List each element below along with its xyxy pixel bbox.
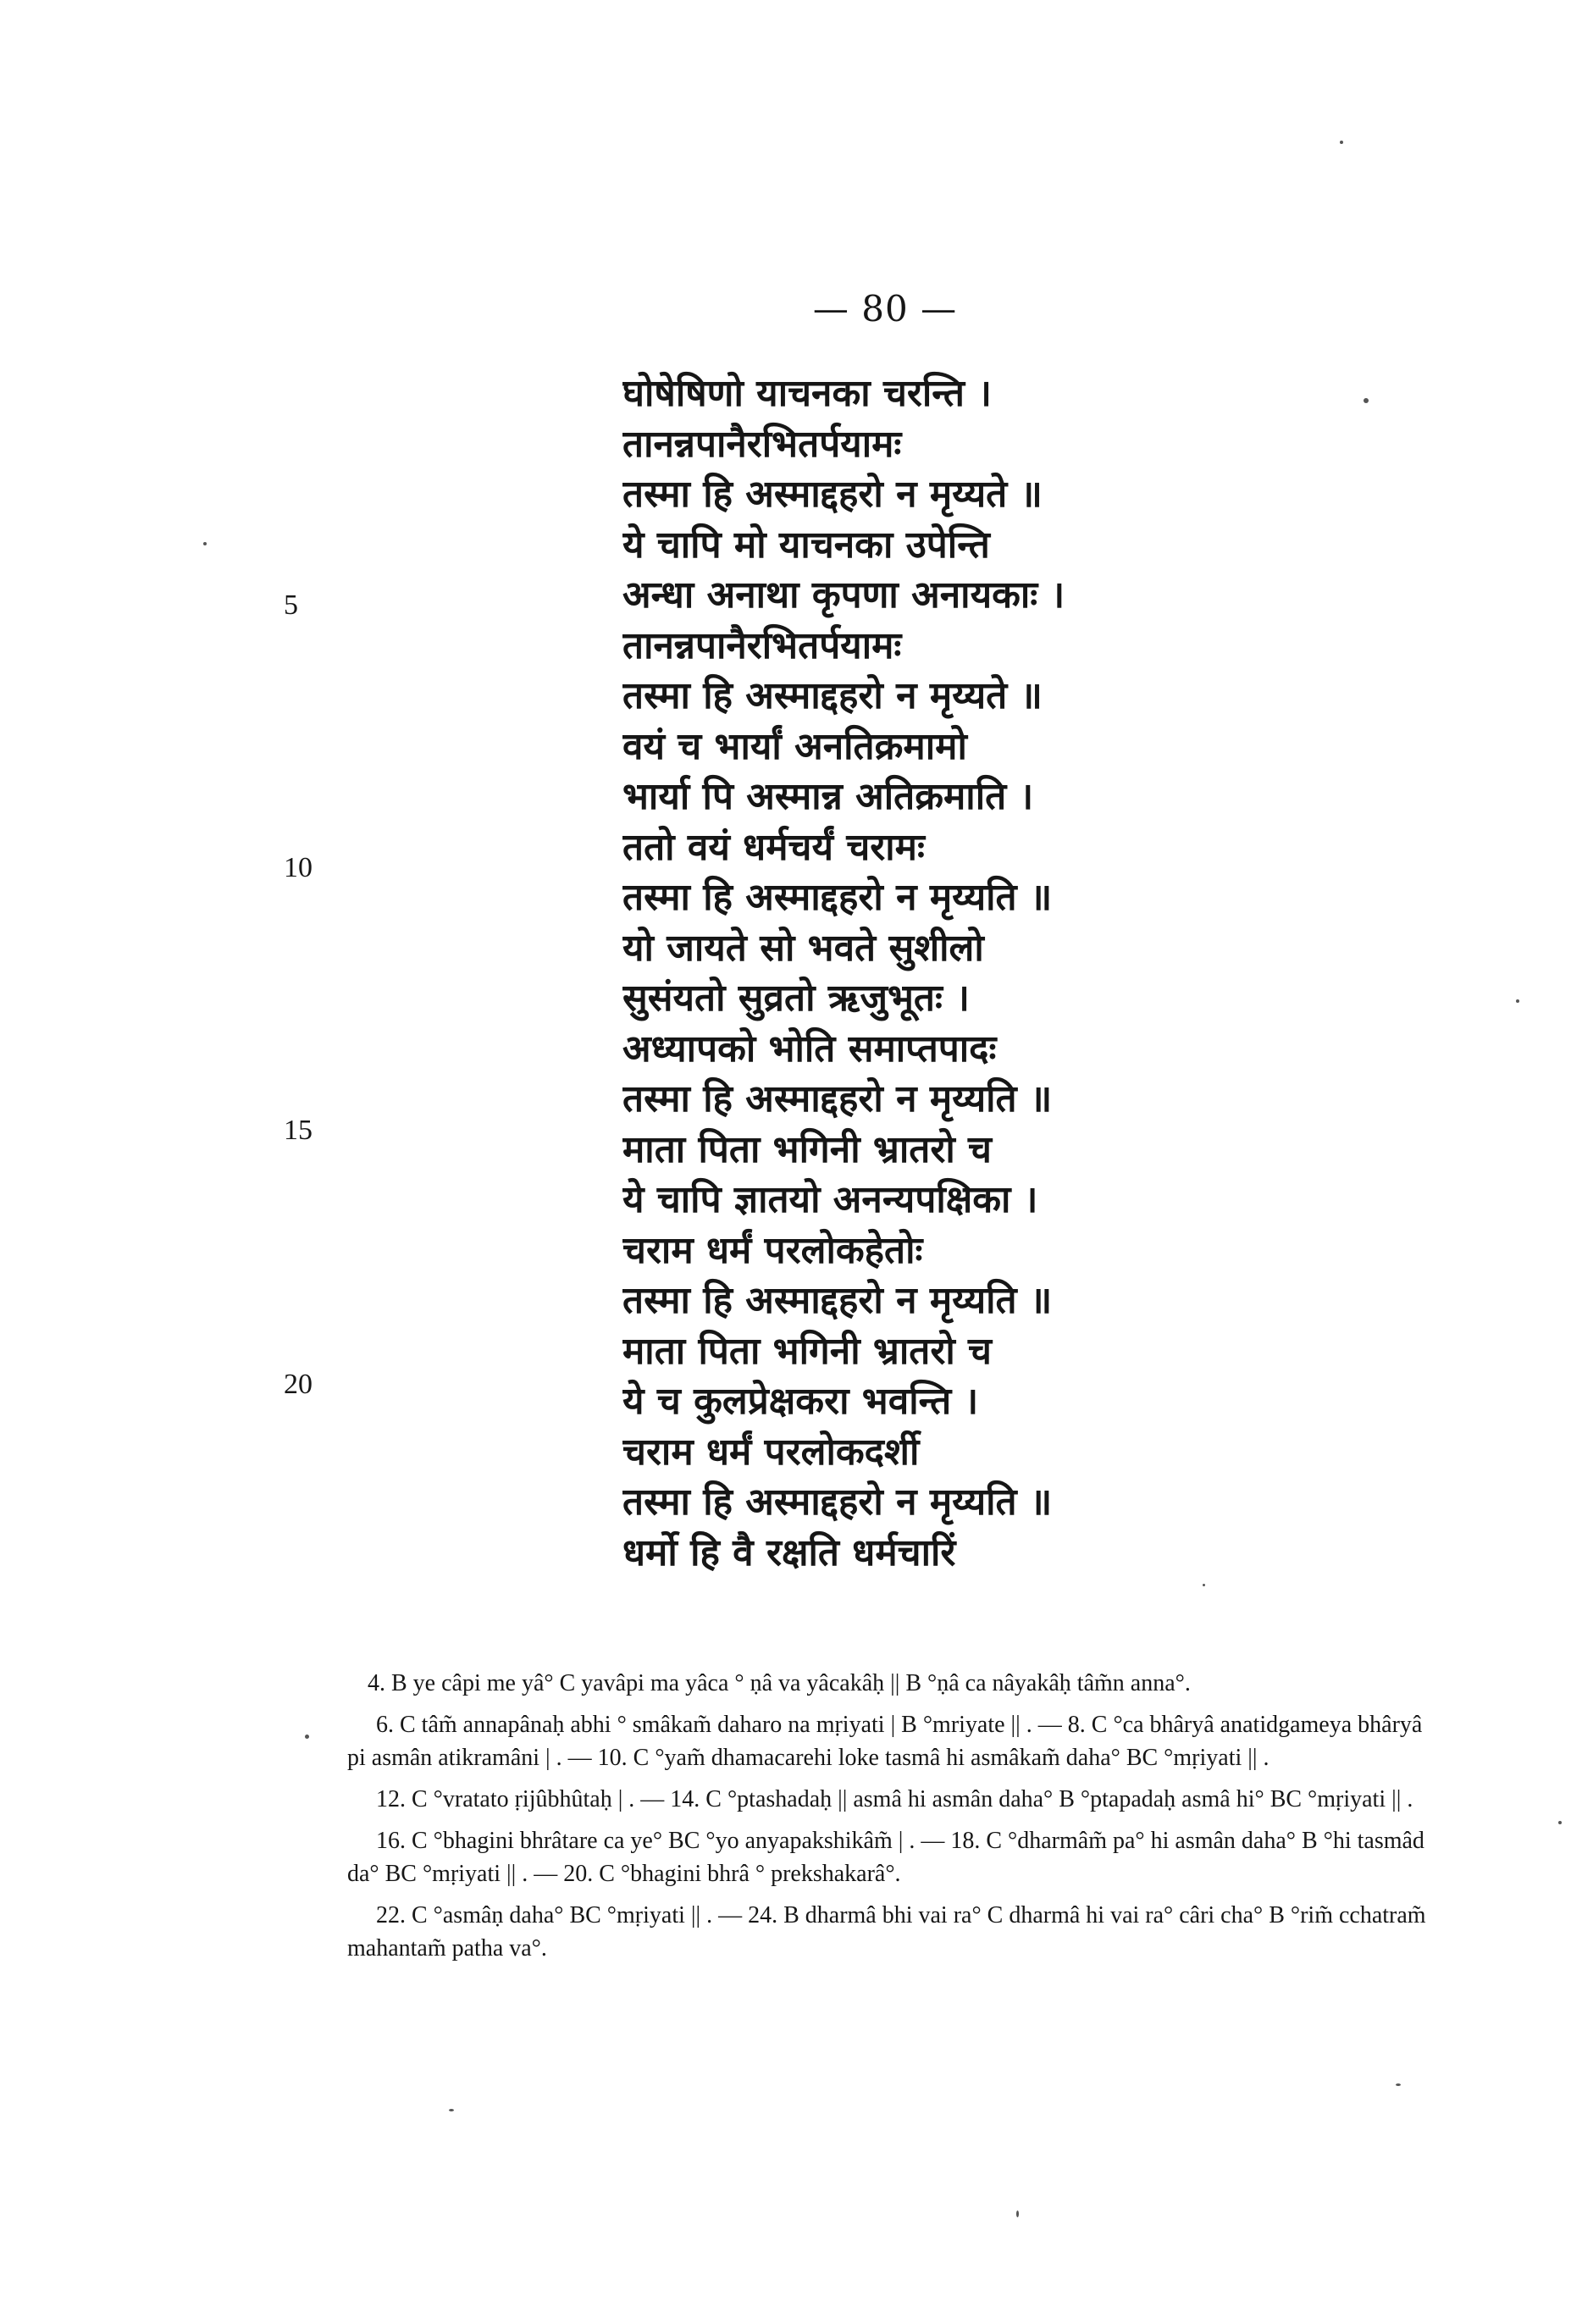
verse-line-6: तानन्नपानैरभितर्पयामः <box>622 623 902 667</box>
verse-line-17: ये चापि ज्ञातयो अनन्यपक्षिका । <box>622 1178 1038 1221</box>
paper-speck <box>305 1735 309 1739</box>
verse-line-12: यो जायते सो भवते सुशीलो <box>622 926 984 970</box>
verse-line-23: तस्मा हि अस्माद्दहरो न मृय्यति ॥ <box>622 1480 1053 1524</box>
verse-line-24: धर्मो हि वै रक्षति धर्मचारिं <box>622 1530 956 1574</box>
verse-line-9: भार्या पि अस्मान्न अतिक्रमाति । <box>622 775 1034 818</box>
footnote-paragraph: 4. B ye câpi me yâ° C yavâpi ma yâca ° ṇâ va yâcakâḥ || B °ṇâ ca nâyakâḥ tâm̃n anna°. <box>368 1670 1191 1696</box>
paper-speck <box>1516 999 1519 1003</box>
verse-line-10: ततो वयं धर्मचर्यं चरामः <box>622 825 925 869</box>
paper-speck <box>1203 1584 1205 1586</box>
verse-line-14: अध्यापको भोति समाप्तपादः <box>622 1026 997 1071</box>
footnote-paragraph: 6. C tâm̃ annapânaḥ abhi ° smâkam̃ daharo na mṛiyati | B °mriyate || . — 8. C °ca bhâryâ anatidgameya bhâryâ pi asmân atikramâni | . — 10. C °yam̃ dhamacarehi loke tasmâ hi asmâkam̃ daha° BC °mṛiyati || . <box>347 1712 1423 1771</box>
verse-line-8: वयं च भार्यां अनतिक्रमामो <box>622 724 967 768</box>
verse-line-5: अन्धा अनाथा कृपणा अनायकाः । <box>622 573 1065 617</box>
verse-line-18: चराम धर्मं परलोकहेतोः <box>622 1228 923 1272</box>
verse-line-19: तस्मा हि अस्माद्दहरो न मृय्यति ॥ <box>622 1279 1053 1322</box>
line-marker-5: 5 <box>284 589 298 621</box>
paper-speck <box>1558 1821 1562 1824</box>
footnote-paragraph: 22. C °asmâṇ daha° BC °mṛiyati || . — 24. B dharmâ bhi vai ra° C dharmâ hi vai ra° câri cha° B °rim̃ cchatram̃ mahantam̃ patha va°. <box>347 1902 1426 1962</box>
verse-line-20: माता पिता भगिनी भ्रातरो च <box>622 1329 992 1373</box>
verse-line-2: तानन्नपानैरभितर्पयामः <box>622 422 902 466</box>
verse-line-1: घोषेषिणो याचनका चरन्ति । <box>622 372 992 415</box>
verse-line-11: तस्मा हि अस्माद्दहरो न मृय्यति ॥ <box>622 876 1053 919</box>
footnotes <box>347 1667 1440 1973</box>
verse-line-13: सुसंयतो सुव्रतो ऋजुभूतः । <box>622 977 970 1020</box>
paper-speck <box>1364 398 1369 403</box>
paper-speck <box>1396 2083 1401 2086</box>
line-marker-15: 15 <box>284 1115 313 1146</box>
paper-speck <box>203 542 207 545</box>
verse-line-4: ये चापि मो याचनका उपेन्ति <box>622 523 990 567</box>
footnote-paragraph: 16. C °bhagini bhrâtare ca ye° BC °yo anyapakshikâm̃ | . — 18. C °dharmâm̃ pa° hi asmân daha° B °hi tasmâd da° BC °mṛiyati || . — 20. C °bhagini bhrâ ° prekshakarâ°. <box>347 1828 1424 1887</box>
verse-line-15: तस्मा हि अस्माद्दहरो न मृय्यति ॥ <box>622 1077 1053 1120</box>
paper-speck <box>449 2109 454 2111</box>
line-marker-20: 20 <box>284 1369 313 1400</box>
paper-speck <box>1016 2211 1019 2217</box>
verse-line-7: तस्मा हि अस्माद्दहरो न मृय्यते ॥ <box>622 674 1043 717</box>
line-marker-10: 10 <box>284 852 313 883</box>
verse-block <box>622 368 1215 1578</box>
verse-line-3: तस्मा हि अस्माद्दहरो न मृय्यते ॥ <box>622 473 1043 516</box>
verse-line-16: माता पिता भगिनी भ्रातरो च <box>622 1127 992 1171</box>
footnote-paragraph: 12. C °vratato ṛijûbhûtaḥ | . — 14. C °ptashadaḥ || asmâ hi asmân daha° B °ptapadaḥ asmâ hi° BC °mṛiyati || . <box>376 1786 1413 1812</box>
verse-line-21: ये च कुलप्रेक्षकरा भवन्ति । <box>622 1380 979 1423</box>
page-number: — 80 — <box>812 288 958 329</box>
paper-speck <box>1340 141 1343 144</box>
verse-line-22: चराम धर्मं परलोकदर्शी <box>622 1430 920 1474</box>
